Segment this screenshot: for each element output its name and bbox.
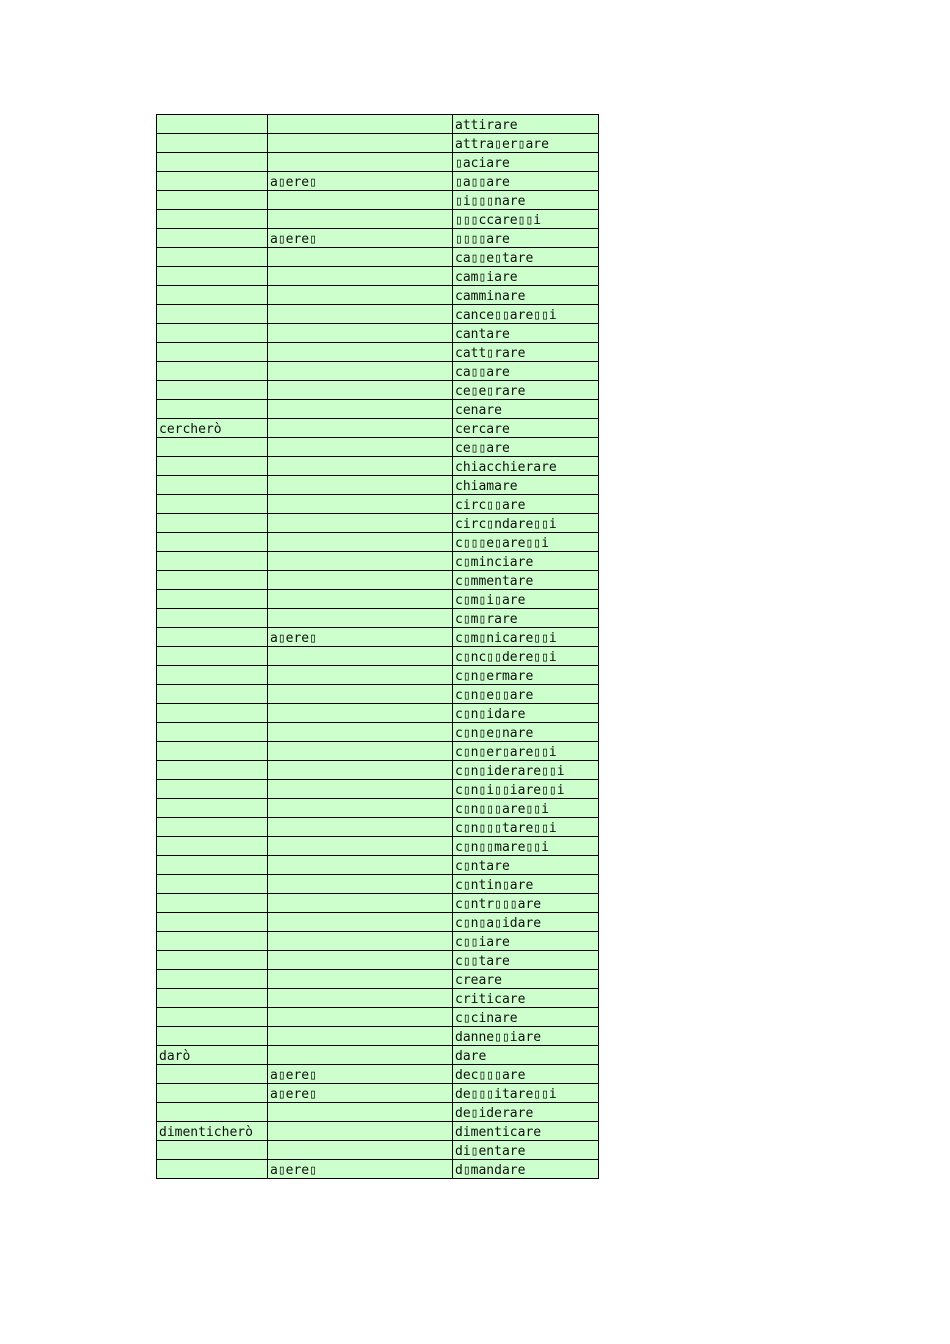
auxiliary-cell[interactable]	[268, 704, 453, 723]
infinitive-cell[interactable]: c▯ntr▯▯▯are	[453, 894, 599, 913]
infinitive-cell[interactable]: c▯n▯er▯are▯▯i	[453, 742, 599, 761]
table-row	[157, 533, 599, 552]
table-row	[157, 495, 599, 514]
auxiliary-cell[interactable]	[268, 457, 453, 476]
infinitive-cell[interactable]: c▯▯tare	[453, 951, 599, 970]
future-cell[interactable]	[157, 837, 268, 856]
auxiliary-cell[interactable]	[268, 894, 453, 913]
future-cell[interactable]	[157, 476, 268, 495]
auxiliary-cell[interactable]	[268, 818, 453, 837]
infinitive-cell[interactable]: c▯cinare	[453, 1008, 599, 1027]
future-cell[interactable]: darò	[157, 1046, 268, 1065]
table-row	[157, 514, 599, 533]
auxiliary-cell[interactable]	[268, 210, 453, 229]
auxiliary-cell[interactable]	[268, 286, 453, 305]
infinitive-cell[interactable]: catt▯rare	[453, 343, 599, 362]
future-cell[interactable]	[157, 742, 268, 761]
auxiliary-cell[interactable]	[268, 362, 453, 381]
future-cell[interactable]	[157, 533, 268, 552]
table-row	[157, 1084, 599, 1103]
future-cell[interactable]	[157, 970, 268, 989]
auxiliary-cell[interactable]	[268, 1008, 453, 1027]
auxiliary-cell[interactable]	[268, 343, 453, 362]
auxiliary-cell[interactable]	[268, 666, 453, 685]
infinitive-cell[interactable]: criticare	[453, 989, 599, 1008]
auxiliary-cell[interactable]	[268, 1027, 453, 1046]
table-row	[157, 210, 599, 229]
table-row	[157, 989, 599, 1008]
future-cell[interactable]	[157, 305, 268, 324]
table-row	[157, 229, 599, 248]
spreadsheet-body	[157, 115, 599, 1179]
table-row	[157, 362, 599, 381]
auxiliary-cell[interactable]	[268, 134, 453, 153]
auxiliary-cell[interactable]: a▯ere▯	[268, 229, 453, 248]
table-row	[157, 704, 599, 723]
future-cell[interactable]	[157, 286, 268, 305]
table-row	[157, 894, 599, 913]
table-row	[157, 1160, 599, 1179]
future-cell[interactable]	[157, 457, 268, 476]
infinitive-cell[interactable]: d▯mandare	[453, 1160, 599, 1179]
infinitive-cell[interactable]: ca▯▯are	[453, 362, 599, 381]
auxiliary-cell[interactable]	[268, 419, 453, 438]
future-cell[interactable]	[157, 761, 268, 780]
auxiliary-cell[interactable]	[268, 780, 453, 799]
future-cell[interactable]	[157, 210, 268, 229]
future-cell[interactable]	[157, 1160, 268, 1179]
table-row	[157, 837, 599, 856]
table-row	[157, 248, 599, 267]
infinitive-cell[interactable]: dimenticare	[453, 1122, 599, 1141]
infinitive-cell[interactable]: cance▯▯are▯▯i	[453, 305, 599, 324]
infinitive-cell[interactable]: c▯n▯▯▯are▯▯i	[453, 799, 599, 818]
future-cell[interactable]	[157, 324, 268, 343]
auxiliary-cell[interactable]	[268, 1103, 453, 1122]
infinitive-cell[interactable]: cam▯iare	[453, 267, 599, 286]
infinitive-cell[interactable]: ca▯▯e▯tare	[453, 248, 599, 267]
table-row	[157, 153, 599, 172]
future-cell[interactable]	[157, 571, 268, 590]
future-cell[interactable]	[157, 780, 268, 799]
table-row	[157, 134, 599, 153]
future-cell[interactable]	[157, 799, 268, 818]
table-row	[157, 419, 599, 438]
auxiliary-cell[interactable]	[268, 514, 453, 533]
infinitive-cell[interactable]: c▯▯iare	[453, 932, 599, 951]
auxiliary-cell[interactable]	[268, 1046, 453, 1065]
table-row	[157, 609, 599, 628]
table-row	[157, 381, 599, 400]
infinitive-cell[interactable]: danne▯▯iare	[453, 1027, 599, 1046]
future-cell[interactable]	[157, 267, 268, 286]
infinitive-cell[interactable]: de▯iderare	[453, 1103, 599, 1122]
infinitive-cell[interactable]: de▯▯▯itare▯▯i	[453, 1084, 599, 1103]
infinitive-cell[interactable]: dec▯▯▯are	[453, 1065, 599, 1084]
table-row	[157, 1027, 599, 1046]
table-row	[157, 970, 599, 989]
future-cell[interactable]	[157, 1008, 268, 1027]
auxiliary-cell[interactable]: a▯ere▯	[268, 172, 453, 191]
future-cell[interactable]	[157, 685, 268, 704]
auxiliary-cell[interactable]	[268, 742, 453, 761]
auxiliary-cell[interactable]	[268, 989, 453, 1008]
infinitive-cell[interactable]: creare	[453, 970, 599, 989]
table-row	[157, 552, 599, 571]
future-cell[interactable]	[157, 818, 268, 837]
table-row	[157, 628, 599, 647]
future-cell[interactable]	[157, 989, 268, 1008]
future-cell[interactable]	[157, 875, 268, 894]
auxiliary-cell[interactable]	[268, 590, 453, 609]
future-cell[interactable]	[157, 438, 268, 457]
infinitive-cell[interactable]: cenare	[453, 400, 599, 419]
infinitive-cell[interactable]: c▯n▯i▯▯iare▯▯i	[453, 780, 599, 799]
table-row	[157, 1103, 599, 1122]
auxiliary-cell[interactable]: a▯ere▯	[268, 1160, 453, 1179]
table-row	[157, 742, 599, 761]
infinitive-cell[interactable]: c▯mmentare	[453, 571, 599, 590]
future-cell[interactable]	[157, 172, 268, 191]
infinitive-cell[interactable]: ▯a▯▯are	[453, 172, 599, 191]
future-cell[interactable]	[157, 647, 268, 666]
table-row	[157, 666, 599, 685]
table-row	[157, 457, 599, 476]
infinitive-cell[interactable]: c▯n▯▯▯tare▯▯i	[453, 818, 599, 837]
auxiliary-cell[interactable]	[268, 267, 453, 286]
infinitive-cell[interactable]: c▯m▯nicare▯▯i	[453, 628, 599, 647]
infinitive-cell[interactable]: circ▯▯are	[453, 495, 599, 514]
infinitive-cell[interactable]: c▯n▯iderare▯▯i	[453, 761, 599, 780]
auxiliary-cell[interactable]	[268, 305, 453, 324]
infinitive-cell[interactable]: ce▯e▯rare	[453, 381, 599, 400]
auxiliary-cell[interactable]	[268, 571, 453, 590]
table-row	[157, 723, 599, 742]
infinitive-cell[interactable]: c▯nc▯▯dere▯▯i	[453, 647, 599, 666]
future-cell[interactable]	[157, 856, 268, 875]
future-cell[interactable]	[157, 400, 268, 419]
future-cell[interactable]	[157, 115, 268, 134]
auxiliary-cell[interactable]	[268, 951, 453, 970]
infinitive-cell[interactable]: c▯n▯ermare	[453, 666, 599, 685]
infinitive-cell[interactable]: c▯n▯▯mare▯▯i	[453, 837, 599, 856]
table-row	[157, 571, 599, 590]
auxiliary-cell[interactable]	[268, 191, 453, 210]
table-row	[157, 856, 599, 875]
table-row	[157, 913, 599, 932]
table-row	[157, 875, 599, 894]
auxiliary-cell[interactable]	[268, 115, 453, 134]
future-cell[interactable]	[157, 894, 268, 913]
table-row	[157, 286, 599, 305]
table-row	[157, 172, 599, 191]
infinitive-cell[interactable]: attra▯er▯are	[453, 134, 599, 153]
future-cell[interactable]	[157, 229, 268, 248]
infinitive-cell[interactable]: c▯minciare	[453, 552, 599, 571]
table-row	[157, 590, 599, 609]
auxiliary-cell[interactable]	[268, 533, 453, 552]
future-cell[interactable]	[157, 628, 268, 647]
auxiliary-cell[interactable]	[268, 913, 453, 932]
table-row	[157, 799, 599, 818]
table-row	[157, 647, 599, 666]
auxiliary-cell[interactable]	[268, 324, 453, 343]
auxiliary-cell[interactable]	[268, 875, 453, 894]
auxiliary-cell[interactable]	[268, 381, 453, 400]
infinitive-cell[interactable]: c▯n▯a▯idare	[453, 913, 599, 932]
future-cell[interactable]	[157, 590, 268, 609]
infinitive-cell[interactable]: dare	[453, 1046, 599, 1065]
infinitive-cell[interactable]: c▯▯▯e▯are▯▯i	[453, 533, 599, 552]
infinitive-cell[interactable]: c▯ntare	[453, 856, 599, 875]
table-row	[157, 818, 599, 837]
auxiliary-cell[interactable]	[268, 495, 453, 514]
future-cell[interactable]: cercherò	[157, 419, 268, 438]
auxiliary-cell[interactable]	[268, 438, 453, 457]
infinitive-cell[interactable]: chiacchierare	[453, 457, 599, 476]
table-row	[157, 1141, 599, 1160]
infinitive-cell[interactable]: c▯ntin▯are	[453, 875, 599, 894]
auxiliary-cell[interactable]	[268, 761, 453, 780]
infinitive-cell[interactable]: ▯▯▯ccare▯▯i	[453, 210, 599, 229]
future-cell[interactable]	[157, 609, 268, 628]
future-cell[interactable]	[157, 704, 268, 723]
auxiliary-cell[interactable]	[268, 723, 453, 742]
spreadsheet-table	[156, 114, 599, 1179]
infinitive-cell[interactable]: ▯▯▯▯are	[453, 229, 599, 248]
infinitive-cell[interactable]: ▯i▯▯▯nare	[453, 191, 599, 210]
infinitive-cell[interactable]: cercare	[453, 419, 599, 438]
infinitive-cell[interactable]: chiamare	[453, 476, 599, 495]
future-cell[interactable]	[157, 1065, 268, 1084]
auxiliary-cell[interactable]	[268, 970, 453, 989]
auxiliary-cell[interactable]	[268, 248, 453, 267]
table-row	[157, 115, 599, 134]
auxiliary-cell[interactable]	[268, 1141, 453, 1160]
auxiliary-cell[interactable]	[268, 609, 453, 628]
future-cell[interactable]	[157, 723, 268, 742]
future-cell[interactable]	[157, 1084, 268, 1103]
future-cell[interactable]	[157, 495, 268, 514]
auxiliary-cell[interactable]	[268, 400, 453, 419]
table-row	[157, 324, 599, 343]
future-cell[interactable]	[157, 1103, 268, 1122]
table-row	[157, 400, 599, 419]
auxiliary-cell[interactable]: a▯ere▯	[268, 1084, 453, 1103]
auxiliary-cell[interactable]	[268, 153, 453, 172]
future-cell[interactable]: dimenticherò	[157, 1122, 268, 1141]
auxiliary-cell[interactable]	[268, 932, 453, 951]
auxiliary-cell[interactable]	[268, 1122, 453, 1141]
infinitive-cell[interactable]: c▯m▯i▯are	[453, 590, 599, 609]
table-row	[157, 685, 599, 704]
future-cell[interactable]	[157, 1141, 268, 1160]
infinitive-cell[interactable]: cantare	[453, 324, 599, 343]
table-row	[157, 191, 599, 210]
infinitive-cell[interactable]: di▯entare	[453, 1141, 599, 1160]
auxiliary-cell[interactable]	[268, 856, 453, 875]
auxiliary-cell[interactable]	[268, 685, 453, 704]
future-cell[interactable]	[157, 913, 268, 932]
infinitive-cell[interactable]: camminare	[453, 286, 599, 305]
future-cell[interactable]	[157, 191, 268, 210]
future-cell[interactable]	[157, 951, 268, 970]
auxiliary-cell[interactable]: a▯ere▯	[268, 628, 453, 647]
table-row	[157, 343, 599, 362]
future-cell[interactable]	[157, 381, 268, 400]
future-cell[interactable]	[157, 514, 268, 533]
infinitive-cell[interactable]: circ▯ndare▯▯i	[453, 514, 599, 533]
auxiliary-cell[interactable]	[268, 647, 453, 666]
infinitive-cell[interactable]: ce▯▯are	[453, 438, 599, 457]
table-row	[157, 761, 599, 780]
future-cell[interactable]	[157, 552, 268, 571]
infinitive-cell[interactable]: attirare	[453, 115, 599, 134]
auxiliary-cell[interactable]	[268, 799, 453, 818]
auxiliary-cell[interactable]: a▯ere▯	[268, 1065, 453, 1084]
table-row	[157, 267, 599, 286]
table-row	[157, 476, 599, 495]
infinitive-cell[interactable]: c▯n▯idare	[453, 704, 599, 723]
table-row	[157, 1122, 599, 1141]
infinitive-cell[interactable]: c▯m▯rare	[453, 609, 599, 628]
table-row	[157, 305, 599, 324]
infinitive-cell[interactable]: c▯n▯e▯▯are	[453, 685, 599, 704]
future-cell[interactable]	[157, 248, 268, 267]
table-row	[157, 1065, 599, 1084]
infinitive-cell[interactable]: ▯aciare	[453, 153, 599, 172]
table-row	[157, 1008, 599, 1027]
future-cell[interactable]	[157, 1027, 268, 1046]
future-cell[interactable]	[157, 666, 268, 685]
auxiliary-cell[interactable]	[268, 476, 453, 495]
infinitive-cell[interactable]: c▯n▯e▯nare	[453, 723, 599, 742]
table-row	[157, 951, 599, 970]
table-row	[157, 780, 599, 799]
future-cell[interactable]	[157, 134, 268, 153]
auxiliary-cell[interactable]	[268, 837, 453, 856]
table-row	[157, 1046, 599, 1065]
table-row	[157, 932, 599, 951]
future-cell[interactable]	[157, 932, 268, 951]
auxiliary-cell[interactable]	[268, 552, 453, 571]
table-row	[157, 438, 599, 457]
future-cell[interactable]	[157, 343, 268, 362]
future-cell[interactable]	[157, 362, 268, 381]
future-cell[interactable]	[157, 153, 268, 172]
